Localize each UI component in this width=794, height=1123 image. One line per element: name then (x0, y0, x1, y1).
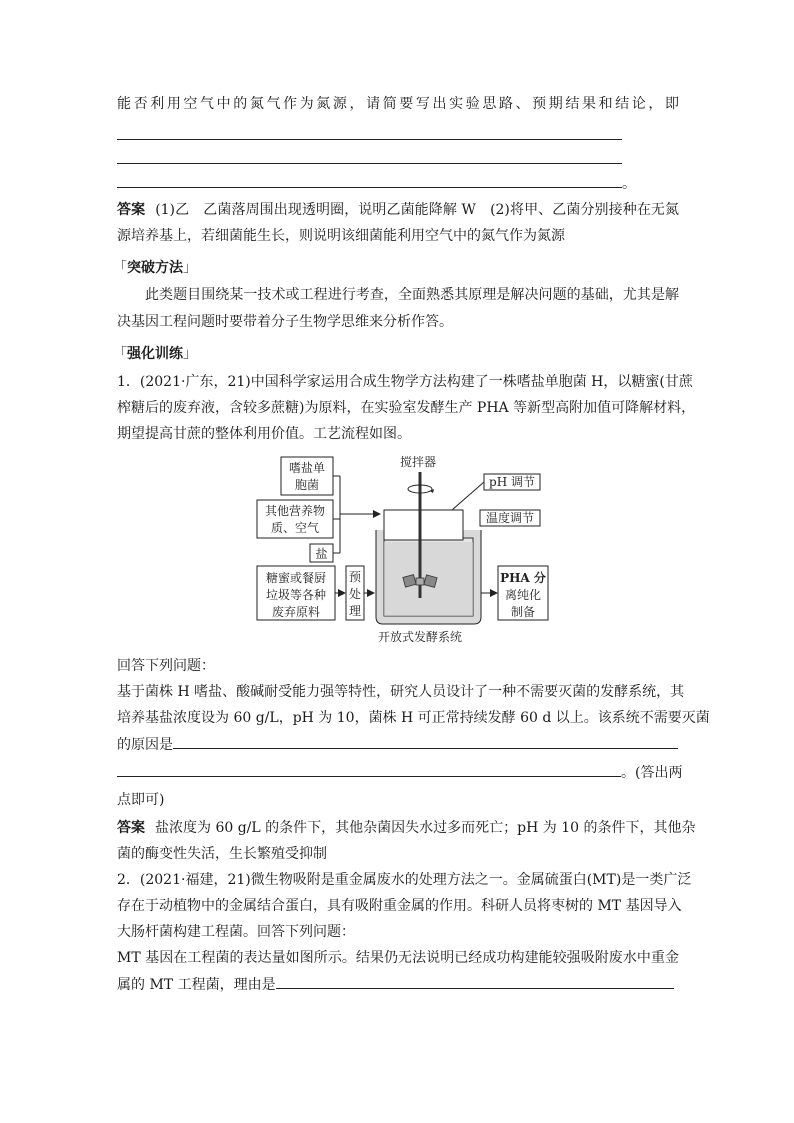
box-halophile-line-1: 嗜盐单 (288, 461, 326, 475)
answer-blank-line[interactable] (117, 163, 622, 164)
question-2-line-2: 存在于动植物中的金属结合蛋白，具有吸附重金属的作用。科研人员将枣树的 MT 基因导入 (117, 898, 682, 914)
question-1-line-3: 期望提高甘蔗的整体利用价值。工艺流程如图。 (117, 426, 411, 442)
answer-1-line-2: 源培养基上，若细菌能生长，则说明该细菌能利用空气中的氮气作为氮源 (117, 228, 565, 244)
section-heading-tupo (113, 258, 197, 278)
box-nutrients-line-1: 其他营养物 (264, 504, 326, 518)
question-2-line-5 (117, 974, 679, 995)
box-pre-line-3: 理 (348, 604, 362, 618)
bracket-open-icon: 「 (113, 260, 127, 276)
question-2-line-1: 2．(2021·福建，21)微生物吸附是重金属废水的处理方法之一。金属硫蛋白(MT)是一类广泛 (117, 872, 692, 888)
question-2-line-5-text: 属的 MT 工程菌，理由是 (117, 977, 276, 993)
box-output-line-3: 制备 (510, 605, 536, 619)
box-output-line-1: PHA 分 (500, 571, 546, 585)
temperature-label: 温度调节 (485, 511, 535, 525)
question-1-line-2: 榨糖后的废弃液，含较多蔗糖)为原料，在实验室发酵生产 PHA 等新型高附加值可降解材料， (117, 400, 696, 416)
answer-blank-line[interactable] (117, 187, 622, 188)
question-1-cont-2: 培养基盐浓度设为 60 g/L，pH 为 10，菌株 H 可正常持续发酵 60 d 以上。该系统不需要灭菌 (117, 710, 710, 726)
answer-2-line-1 (117, 818, 696, 838)
temperature-control (480, 510, 540, 526)
question-1-cont-3-text: 的原因是 (117, 737, 173, 753)
stirrer-label: 搅拌器 (399, 455, 437, 469)
box-nutrients-line-2: 质、空气 (270, 521, 320, 535)
question-1-cont-3 (117, 734, 679, 755)
tupo-line-2: 决基因工程问题时要带着分子生物学思维来分析作答。 (117, 314, 453, 330)
question-1-line-1: 1．(2021·广东，21)中国科学家运用合成生物学方法构建了一株嗜盐单胞菌 H，以糖蜜(甘蔗 (117, 374, 693, 390)
connector-lines (333, 476, 380, 553)
box-pre-line-1: 预 (348, 570, 362, 584)
process-flow-diagram (252, 452, 572, 648)
fermenter-tank (376, 510, 481, 624)
tupo-line-1: 此类题目围绕某一技术或工程进行考查，全面熟悉其原理是解决问题的基础，尤其是解 (145, 287, 679, 303)
figure-caption: 开放式发酵系统 (377, 630, 463, 644)
answer-1-text-1: (1)乙 乙菌落周围出现透明圈，说明乙菌能降解 W (2)将甲、乙菌分别接种在无氮 (155, 202, 680, 218)
question-1-tail-2: 点即可) (117, 792, 165, 808)
answer-label: 答案 (117, 202, 146, 218)
section-title: 强化训练 (127, 346, 183, 362)
bracket-close-icon: 」 (183, 346, 197, 362)
box-output (498, 566, 548, 620)
question-2-line-4: MT 基因在工程菌的表达量如图所示。结果仍无法说明已经成功构建能较强吸附废水中重金 (117, 950, 679, 966)
answer-blank-line[interactable] (117, 762, 621, 777)
bracket-open-icon: 「 (113, 346, 127, 362)
box-raw-materials (257, 566, 335, 620)
answer-2-text-1: 盐浓度为 60 g/L 的条件下，其他杂菌因失水过多而死亡；pH 为 10 的条件下，其他杂 (155, 820, 696, 836)
ph-control (452, 474, 540, 510)
section-heading-qianghua (113, 344, 197, 364)
ph-label: pH 调节 (489, 475, 535, 489)
section-title: 突破方法 (127, 260, 183, 276)
box-pretreatment (346, 566, 364, 620)
question-1-cont-1: 基于菌株 H 嗜盐、酸碱耐受能力强等特性，研究人员设计了一种不需要灭菌的发酵系统，其 (117, 684, 685, 700)
answer-blank-line[interactable] (117, 139, 622, 140)
question-2-line-3: 大肠杆菌构建工程菌。回答下列问题： (117, 924, 355, 940)
box-nutrients (257, 500, 333, 538)
box-pre-line-2: 处 (348, 587, 362, 601)
box-raw-line-3: 废弃原料 (271, 605, 321, 619)
bracket-close-icon: 」 (183, 260, 197, 276)
answer-2-line-2: 菌的酶变性失活，生长繁殖受抑制 (117, 846, 327, 862)
blank-end-period: 。 (622, 176, 636, 192)
box-salt-text: 盐 (315, 547, 328, 561)
box-output-line-2: 离纯化 (504, 588, 542, 602)
box-salt (310, 544, 333, 562)
answer-blank-line[interactable] (276, 974, 674, 989)
question-1-tail: 。(答出两 (621, 765, 683, 781)
answer-1-line-1 (117, 200, 679, 220)
box-raw-line-2: 垃圾等各种 (265, 588, 327, 602)
question-1-cont-4 (117, 762, 683, 783)
question-intro-line: 能否利用空气中的氮气作为氮源，请简要写出实验思路、预期结果和结论，即 (117, 96, 679, 112)
answer-label: 答案 (117, 820, 145, 836)
box-halophile-line-2: 胞菌 (294, 478, 320, 492)
box-raw-line-1: 糖蜜或餐厨 (265, 571, 327, 585)
answer-blank-line[interactable] (173, 734, 678, 749)
question-1-reply: 回答下列问题： (117, 658, 215, 674)
box-halophile (281, 457, 333, 495)
